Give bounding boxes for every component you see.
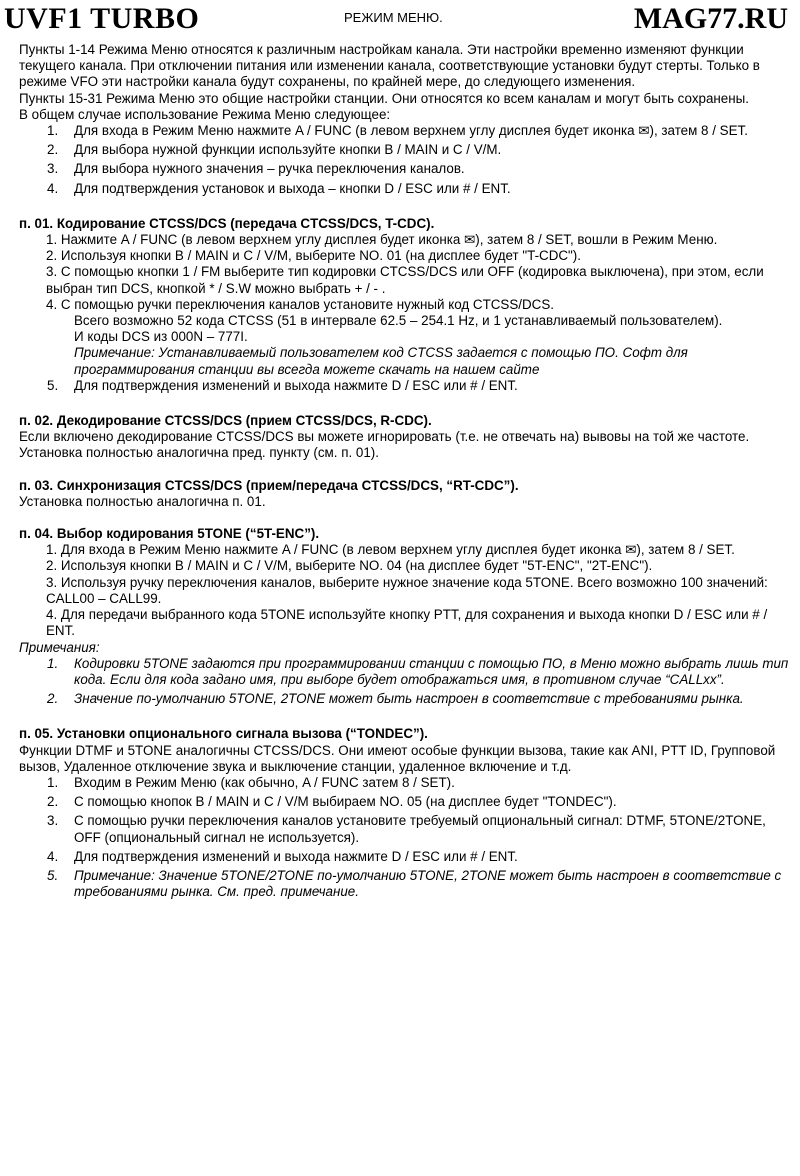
list-item: 4. Для передачи выбранного кода 5TONE используйте кнопку PTT, для сохранения и выхода кнопки D / ESC или # / ENT. [46, 607, 768, 639]
list-item: 5. Примечание: Значение 5TONE/2TONE по-умолчанию 5TONE, 2TONE может быть настроен в соответствие с требованиями рынка. См. пред. примечание. [47, 867, 782, 900]
list-item: 3. С помощью кнопки 1 / FM выберите тип кодировки CTCSS/DCS или OFF (кодировка выключена), при этом, если выбран тип DCS, кнопкой * / S.W можно выбрать + / - . [46, 264, 764, 296]
model-title: UVF1 TURBO [4, 2, 200, 35]
note-text: И коды DCS из 000N – 777I. [74, 329, 248, 345]
list-item: 4. Для подтверждения изменений и выхода нажмите D / ESC или # / ENT. [47, 848, 518, 864]
list-item: 1. Входим в Режим Меню (как обычно, A / FUNC затем 8 / SET). [47, 774, 455, 790]
intro-paragraph: Пункты 15-31 Режима Меню это общие настройки станции. Они относятся ко всем каналам и могут быть сохранены. [19, 90, 749, 106]
list-item: 1. Нажмите A / FUNC (в левом верхнем углу дисплея будет иконка ✉), затем 8 / SET, вошли в Режим Меню. [46, 232, 718, 248]
list-item: 1. Кодировки 5TONE задаются при программировании станции с помощью ПО, в Меню можно выбрать лишь тип кода. Если для кода задано имя, при выборе будет отображаться имя, в противном случае “CALLxx”. [47, 655, 789, 687]
section-title: п. 05. Установки опционального сигнала вызова (“TONDEC”). [19, 726, 428, 742]
list-item: 5. Для подтверждения изменений и выхода нажмите D / ESC или # / ENT. [47, 377, 518, 393]
section-steps [19, 378, 795, 394]
list-item: 1. Для входа в Режим Меню нажмите A / FUNC (в левом верхнем углу дисплея будет иконка ✉), затем 8 / SET. [47, 123, 748, 139]
section-title: п. 04. Выбор кодирования 5TONE (“5T-ENC”). [19, 526, 320, 542]
page-header [0, 0, 800, 40]
list-item: 3. Используя ручку переключения каналов, выберите нужное значение кода 5TONE. Всего возможно 100 значений: CALL00 – CALL99. [46, 574, 768, 606]
site-name: MAG77.RU [633, 2, 788, 35]
paragraph: Установка полностью аналогична пред. пункту (см. п. 01). [19, 445, 379, 461]
section-title: п. 03. Синхронизация CTCSS/DCS (прием/передача CTCSS/DCS, “RT-CDC”). [19, 477, 519, 493]
list-item: 2. Используя кнопки B / MAIN и C / V/M, выберите NO. 01 (на дисплее будет "T-CDC"). [46, 248, 581, 264]
intro-paragraph: В общем случае использование Режима Меню следующее: [19, 106, 391, 122]
paragraph: Функции DTMF и 5TONE аналогичны CTCSS/DCS. Они имеют особые функции вызова, такие как ANI, PTT ID, Групповой вызов, Удаленное отключение звука и выключение станции, удаленное включение и т.д. [19, 742, 776, 774]
list-item: 4. Для подтверждения установок и выхода – кнопки D / ESC или # / ENT. [47, 180, 511, 196]
list-item: 4. С помощью ручки переключения каналов установите нужный код CTCSS/DCS. [46, 296, 555, 312]
intro-paragraph: Пункты 1-14 Режима Меню относятся к различным настройкам канала. Эти настройки временно изменяют функции текущего канала. При отключении питания или изменении канала, соответствующие установки будут стерты. Только в режиме VFO эти настройки канала будут сохранены, по крайней мере, до следующего изменения. [19, 42, 760, 90]
list-item: 2. Используя кнопки B / MAIN и C / V/M, выберите NO. 04 (на дисплее будет "5T-ENC", "2T-ENC"). [46, 558, 653, 574]
list-item: 3. Для выбора нужного значения – ручка переключения каналов. [47, 161, 465, 177]
list-item: 1. Для входа в Режим Меню нажмите A / FUNC (в левом верхнем углу дисплея будет иконка ✉), затем 8 / SET. [46, 542, 735, 558]
page-title: РЕЖИМ МЕНЮ. [344, 10, 443, 25]
note-text: Примечание: Устанавливаемый пользователем код CTCSS задается с помощью ПО. Софт для программирования станции вы всегда можете скачать на нашем сайте [74, 345, 688, 377]
section-steps [19, 775, 795, 900]
list-item: 2. Для выбора нужной функции используйте кнопки B / MAIN и C / V/M. [47, 142, 502, 158]
notes-label: Примечания: [19, 639, 100, 655]
intro-steps [19, 123, 795, 197]
list-item: 3. С помощью ручки переключения каналов установите требуемый опциональный сигнал: DTMF, 5TONE/2TONE, OFF (опциональный сигнал не используется). [47, 813, 766, 845]
list-item: 2. Значение по-умолчанию 5TONE, 2TONE может быть настроен в соответствие с требованиями рынка. [47, 691, 744, 707]
section-title: п. 01. Кодирование CTCSS/DCS (передача CTCSS/DCS, T-CDC). [19, 215, 435, 231]
section-title: п. 02. Декодирование CTCSS/DCS (прием CTCSS/DCS, R-CDC). [19, 413, 432, 429]
paragraph: Установка полностью аналогична п. 01. [19, 493, 266, 509]
note-text: Всего возможно 52 кода CTCSS (51 в интервале 62.5 – 254.1 Hz, и 1 устанавливаемый пользователем). [74, 313, 723, 329]
document-body [19, 42, 795, 903]
list-item: 2. С помощью кнопок B / MAIN и C / V/M выбираем NO. 05 (на дисплее будет "TONDEC"). [47, 794, 617, 810]
notes-list [19, 656, 795, 708]
paragraph: Если включено декодирование CTCSS/DCS вы можете игнорировать (т.е. не отвечать на) вывовы на той же частоте. [19, 429, 750, 445]
